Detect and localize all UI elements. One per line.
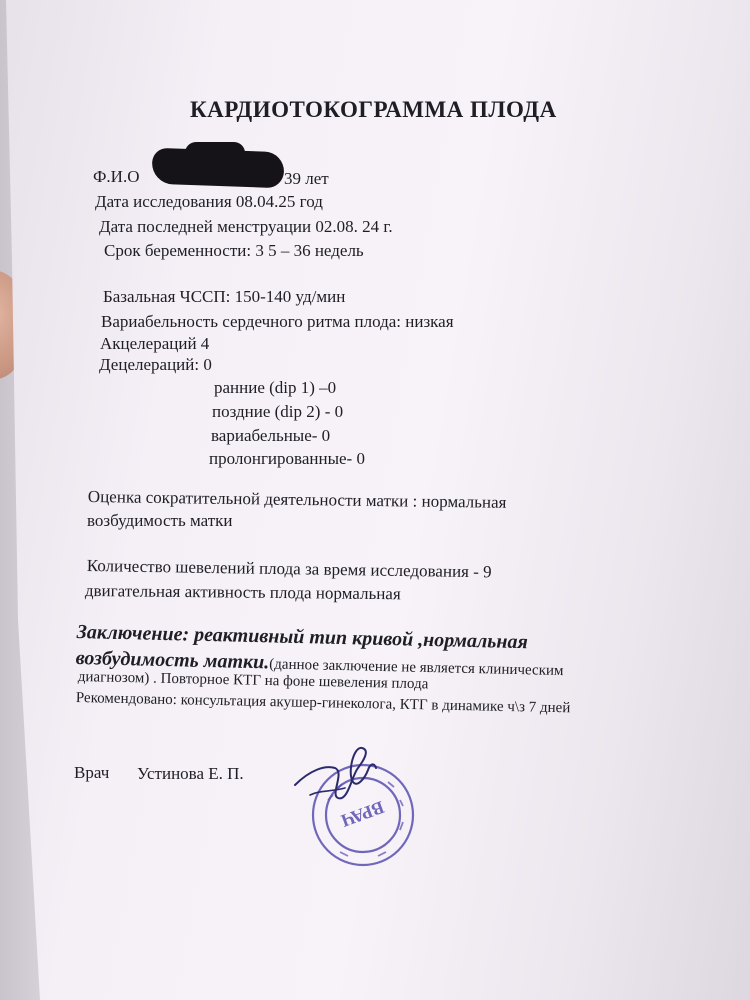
conclusion-line1: Заключение: реактивный тип кривой ,нормальная: [76, 621, 529, 654]
fetal-movements-line2: двигательная активность плода нормальная: [84, 581, 401, 604]
doctor-label: Врач: [74, 763, 110, 782]
late-decelerations: поздние (dip 2) - 0: [212, 402, 344, 421]
redaction-block-top: [185, 142, 245, 164]
doctor-name: Устинова Е. П.: [137, 764, 244, 783]
accelerations: Акцелераций 4: [100, 334, 210, 353]
prolonged-decelerations: пролонгированные- 0: [209, 449, 365, 468]
doctor-signature: [290, 740, 400, 820]
basal-heart-rate: Базальная ЧССП: 150-140 уд/мин: [103, 287, 346, 306]
uterine-assessment-line1: Оценка сократительной деятельности матки : нормальная: [87, 487, 507, 512]
heart-rate-variability: Вариабельность сердечного ритма плода: низкая: [101, 312, 454, 331]
fio-label: Ф.И.О: [93, 167, 140, 186]
last-menstruation-date: Дата последней менструации 02.08. 24 г.: [99, 217, 393, 236]
uterine-assessment-line2: возбудимость матки: [87, 511, 233, 530]
variable-decelerations: вариабельные- 0: [211, 426, 331, 445]
fetal-movements-line1: Количество шевелений плода за время исследования - 9: [86, 556, 492, 582]
stamp-text: ВРАЧ: [338, 797, 387, 832]
exam-date: Дата исследования 08.04.25 год: [95, 192, 323, 211]
conclusion-bold-text: возбудимость матки.: [75, 647, 270, 674]
decelerations: Децелераций: 0: [99, 355, 212, 374]
document-title: КАРДИОТОКОГРАММА ПЛОДА: [190, 97, 557, 122]
patient-age: 39 лет: [284, 169, 329, 188]
conclusion-line3: диагнозом) . Повторное КТГ на фоне шевеления плода: [77, 669, 429, 693]
conclusion-note: (данное заключение не является клиническим: [269, 656, 564, 680]
recommendation: Рекомендовано: консультация акушер-гинеколога, КТГ в динамике ч\з 7 дней: [75, 690, 571, 717]
early-decelerations: ранние (dip 1) –0: [214, 378, 337, 397]
pregnancy-term: Срок беременности: 3 5 – 36 недель: [104, 241, 364, 260]
